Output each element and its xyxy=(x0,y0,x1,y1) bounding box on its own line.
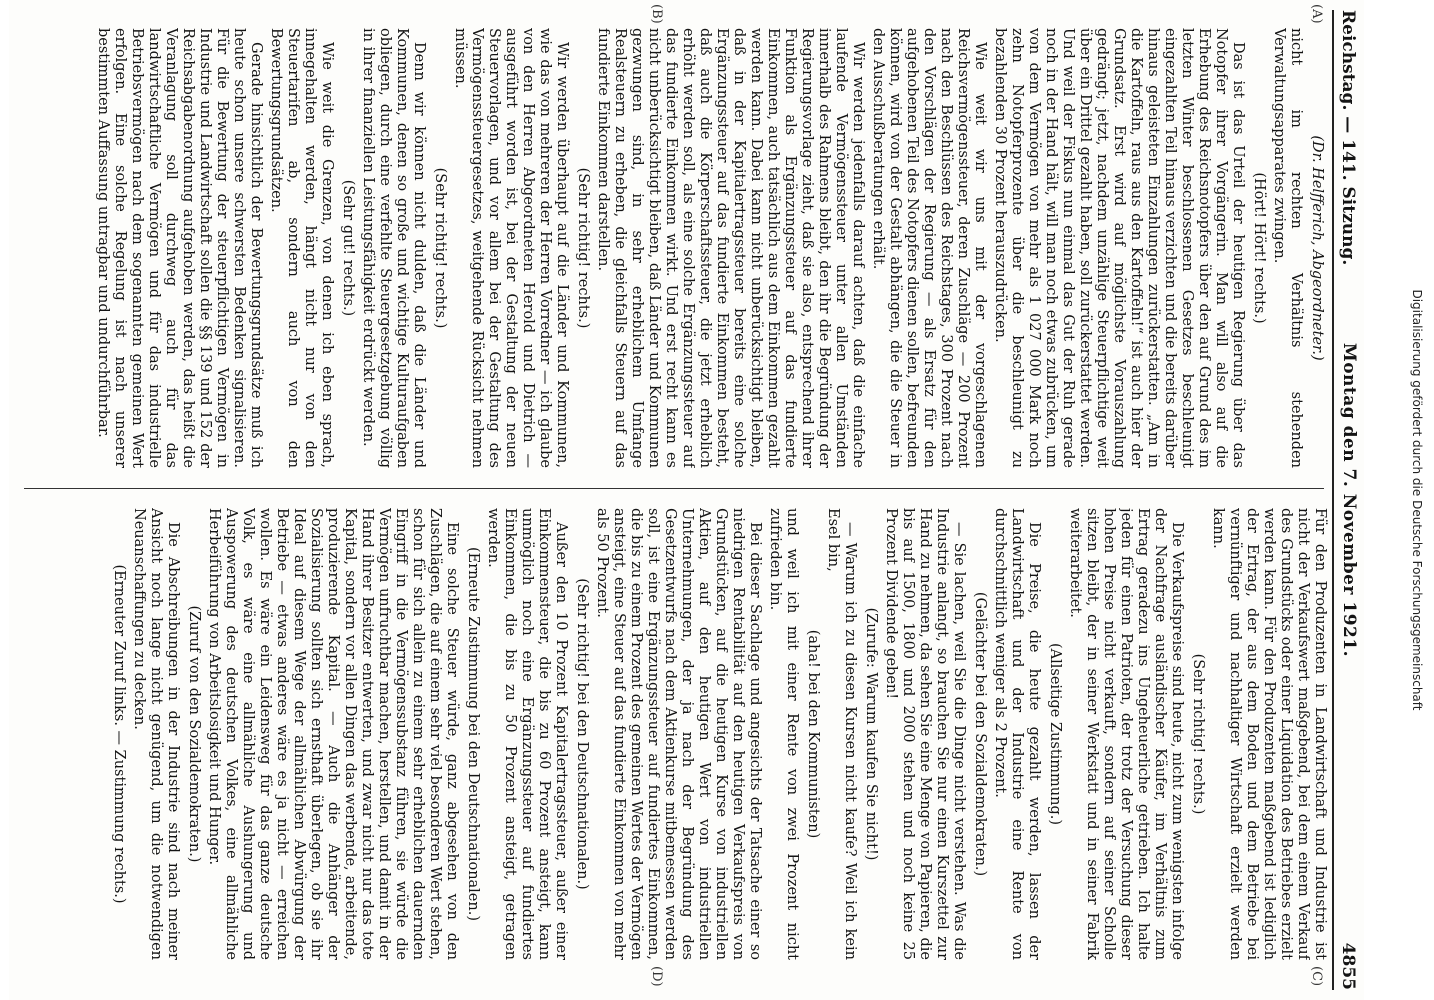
paragraph: Gerade hinsichtlich der Bewertungsgrundsätze muß ich heute schon unsere schwersten Bedenken signalisieren. Für die Bewertung der steuerpflichtigen Vermögen in Industrie und Landwirtschaft sollen die §§ 139 und 152 der Reichsabgabenordnung aufgehoben werden, das heißt die Veranlagung soll durchweg auch für das landwirtschaftliche Vermögen und für das industrielle Betriebsvermögen nach dem sogenannten gemeinen Wert erfolgen. Eine solche Regelung ist nach unserer bestimmten Auffassung untragbar und undurchführbar. xyxy=(95,28,264,468)
document-page xyxy=(9,0,1364,1000)
paragraph: Eine solche Steuer würde, ganz abgesehen von den Zuschlägen, die auf einem sehr viel besonderen Wert stehen, schon für sich allein zu einem sehr erheblichen dauernden Eingriff in die Vermögenssubstanz führen, sie würde die Vermögen unfruchtbar machen, herstellen, und damit in der Hand ihrer Besitzer entwerten, und zwar nicht nur das tote Kapital, sondern vor allen Dingen das werbende, arbeitende, produzierende Kapital. — Auch die Anhänger der Sozialisierung sollten sich ernsthaft überlegen, ob sie ihr Ideal auf diesem Wege der allmählichen Abwürgung der Betriebe — etwas anderes wäre es ja nicht — erreichen wollen. Es wäre ein Leidensweg für das ganze deutsche Volk, es wäre eine allmähliche Aushungerung und Auspowerung des deutschen Volkes, eine allmähliche Herbeiführung von Arbeitslosigkeit und Hunger. xyxy=(206,508,460,960)
paragraph: Die Abschreibungen in der Industrie sind nach meiner Ansicht noch lange nicht genügend, um die notwendigen Neuanschaffungen zu decken. xyxy=(131,508,181,960)
text-column-left xyxy=(18,28,1328,468)
interjection: (Allseitige Zustimmung.) xyxy=(1047,642,1063,826)
interjection: (Zuruf von den Sozialdemokraten.) xyxy=(186,605,202,863)
running-header-left: Reichstag. — 141. Sitzung. xyxy=(1338,10,1358,266)
interjection: (Sehr gut! rechts.) xyxy=(340,179,356,317)
interjection: (Hört! Hört! rechts.) xyxy=(1251,172,1267,324)
interjection: (aha! bei den Kommunisten) xyxy=(805,629,821,839)
running-header-date: Montag den 7. November 1921. xyxy=(1339,342,1359,658)
paragraph: Wir werden überhaupt auf die Länder und Kommunen, wie das von mehreren der Herren Vorredner — ich glaube von den Herren Abgeordneten Herold und Dietrich — ausgeführt worden ist, bei der Gestaltung der neuen Steuervorlagen, und vor allem bei der Gestaltung des Vermögenssteuergesetzes, weitgehende Rücksicht nehmen müssen. xyxy=(452,28,570,468)
interjection: (Erneute Zustimmung bei den Deutschnationalen.) xyxy=(465,546,481,921)
text-column-right xyxy=(18,508,1328,960)
margin-mark-b: (B) xyxy=(649,4,664,24)
paragraph: Denn wir können nicht dulden, daß die Länder und Kommunen, denen so große und wichtige Kulturaufgaben obliegen, durch eine verfehlte Steuergesetzgebung völlig in ihrer finanziellen Leistungsfähigkeit erdrückt werden. xyxy=(360,28,427,468)
margin-mark-c: (C) xyxy=(1309,966,1324,987)
paragraph: und weil ich mit einer Rente von zwei Prozent nicht zufrieden bin. xyxy=(767,508,800,960)
paragraph: Das ist das Urteil der heutigen Regierung über das Notopfer ihrer Vorgängerin. Man will also auf die Erhebung des Reichsnotopfers über den auf Grund des im letzten Winter beschlossenen Gesetzes beschleunigt eingezahlten Teil hinaus verzichten und die bereits darüber hinaus geleisteten Einzahlungen zurückerstatten. „Am in die Kartoffeln, raus aus den Kartoffeln!“ ist auch hier der Grundsatz. Erst wird auf möglichste Vorauszahlung gedrängt; jetzt, nachdem unzählige Steuerpflichtige weit über ein Drittel gezahlt haben, soll zurückerstattet werden. Und weil der Fiskus nun einmal das Gut der Ruh gerade noch in der Hand hält, will man noch etwas zubrücken, um von dem Vermögen von mehr als 1 027 000 Mark noch zehn Notopferprozente über die beschleunigt zu bezahlenden 30 Prozent herauszudrücken. xyxy=(992,28,1246,468)
paragraph: Außer den 10 Prozent Kapitalertragssteuer, außer einer Einkommensteuer, die bis zu 60 Prozent ansteigt, kann unmöglich noch eine Ergänzungssteuer auf fundiertes Einkommen, die bis zu 50 Prozent ansteigt, getragen werden. xyxy=(485,508,569,960)
header-rule xyxy=(1332,10,1334,990)
interjection: (Gelächter bei den Sozialdemokraten.) xyxy=(972,591,988,877)
speaker-line: (Dr. Helfferich, Abgeordneter.) xyxy=(1309,135,1325,361)
paragraph: Für den Produzenten in Landwirtschaft und Industrie ist nicht der Verkaufswert maßgebend, bei dem einem Verkauf des Grundstücks oder einer Liquidation des Betriebes erzielt werden kann. Für den Produzenten maßgebend ist lediglich der Ertrag, der aus dem Boden und dem Betriebe bei vernünftiger und nachhaltiger Wirtschaft erzielt werden kann. xyxy=(1210,508,1328,960)
paragraph: Wie weit die Grenzen, von denen ich eben sprach, innegehalten werden, hängt nicht nur von den Steuertarifen ab, sondern auch von den Bewertungsgrundsätzen. xyxy=(268,28,335,468)
digitization-credit: Digitalisierung gefördert durch die Deutsche Forschungsgemeinschaft xyxy=(1410,289,1424,711)
interjection: (Sehr richtig! rechts.) xyxy=(1190,653,1206,815)
paragraph: — Sie lachen, weil Sie die Dinge nicht verstehen. Was die Industrie anlangt, so brauchen Sie nur einen Kurszettel zur Hand zu nehmen, da sehen Sie eine Menge von Papieren, die bis auf 1500, 1800 und 2000 stehen und noch keine 25 Prozent Dividende geben! xyxy=(883,508,967,960)
margin-mark-a: (A) xyxy=(1309,4,1324,24)
interjection: (Erneuter Zuruf links. — Zustimmung rechts.) xyxy=(111,564,127,904)
paragraph: Die Verkaufspreise sind heute, nicht zum wenigsten infolge der Nachfrage ausländischer Käufer, im Verhältnis zum Ertrag geradezu ins Ungeheuerliche getrieben. Ich halte jeden für einen Patrioten, der trotz der Versuchung dieser hohen Preise nicht verkauft, sondern auf seiner Scholle sitzen bleibt, der in seiner Werkstatt und in seiner Fabrik weiterarbeitet. xyxy=(1067,508,1185,960)
paragraph: Bei dieser Sachlage und angesichts der Tatsache einer so niedrigen Rentabilität auf den heutigen Verkaufspreis von Grundstücken, auf die heutigen Kurse von industriellen Aktien, auf den heutigen Wert von industriellen Unternehmungen, der ja nach der Begründung des Gesetzentwurfs nach dem Aktienkurse mitbemessen werden soll, ist eine Ergänzungssteuer auf fundiertes Einkommen, die bis zu einem Prozent des gemeinen Wertes der Vermögen ansteigt, eine Steuer auf das fundierte Einkommen von mehr als 50 Prozent. xyxy=(594,508,763,960)
column-divider xyxy=(24,488,1324,489)
page-number: 4855 xyxy=(1338,942,1358,990)
paragraph: Wie weit wir uns mit der vorgeschlagenen Reichsvermögenssteuer, deren Zuschläge — 200 Prozent nach den Beschlüssen des Reichstages, 300 Prozent nach den Vorschlägen der Regierung — als Ersatz für den aufgehobenen Teil des Notopfers dienen sollen, befreunden können, wird von der Gestalt abhängen, die die Steuer in den Ausschußberatungen erhält. xyxy=(870,28,988,468)
interjection: (Zurufe: Warum kaufen Sie nicht!) xyxy=(863,607,879,861)
interjection: (Sehr richtig! rechts.) xyxy=(575,167,591,329)
paragraph: Wir werden jedenfalls darauf achten, daß die einfache laufende Vermögenssteuer unter allen Umständen innerhalb des Rahmens bleibt, den ihr die Begründung der Regierungsvorlage zieht, daß sie also, entsprechend ihrer Funktion als Ergänzungssteuer auf das fundierte Einkommen, auch tatsächlich aus dem Einkommen gezahlt werden kann. Dabei kann nicht unberücksichtigt bleiben, daß in der Kapitalertragssteuer bereits eine solche Ergänzungssteuer auf das fundierte Einkommen besteht, daß auch die Körperschaftssteuer, die jetzt erheblich erhöht werden soll, als eine solche Ergänzungssteuer auf das fundierte Einkommen wirkt. Und erst recht kann es nicht unberücksichtigt bleiben, daß Länder und Kommunen gezwungen sind, in sehr erheblichem Umfange Realsteuern zu erheben, die gleichfalls Steuern auf das fundierte Einkommen darstellen. xyxy=(595,28,866,468)
interjection: (Sehr richtig! rechts.) xyxy=(432,167,448,329)
paragraph: Die Preise, die heute gezahlt werden, lassen der Landwirtschaft und der Industrie eine Rente von durchschnittlich weniger als 2 Prozent. xyxy=(992,508,1042,960)
paragraph: — Warum ich zu diesen Kursen nicht kaufe? Weil ich kein Esel bin, xyxy=(825,508,858,960)
interjection: (Sehr richtig! bei den Deutschnationalen.) xyxy=(574,578,590,890)
paragraph: nicht im rechten Verhältnis stehenden Verwaltungsapparates zwingen. xyxy=(1271,28,1304,468)
margin-mark-d: (D) xyxy=(649,966,664,987)
